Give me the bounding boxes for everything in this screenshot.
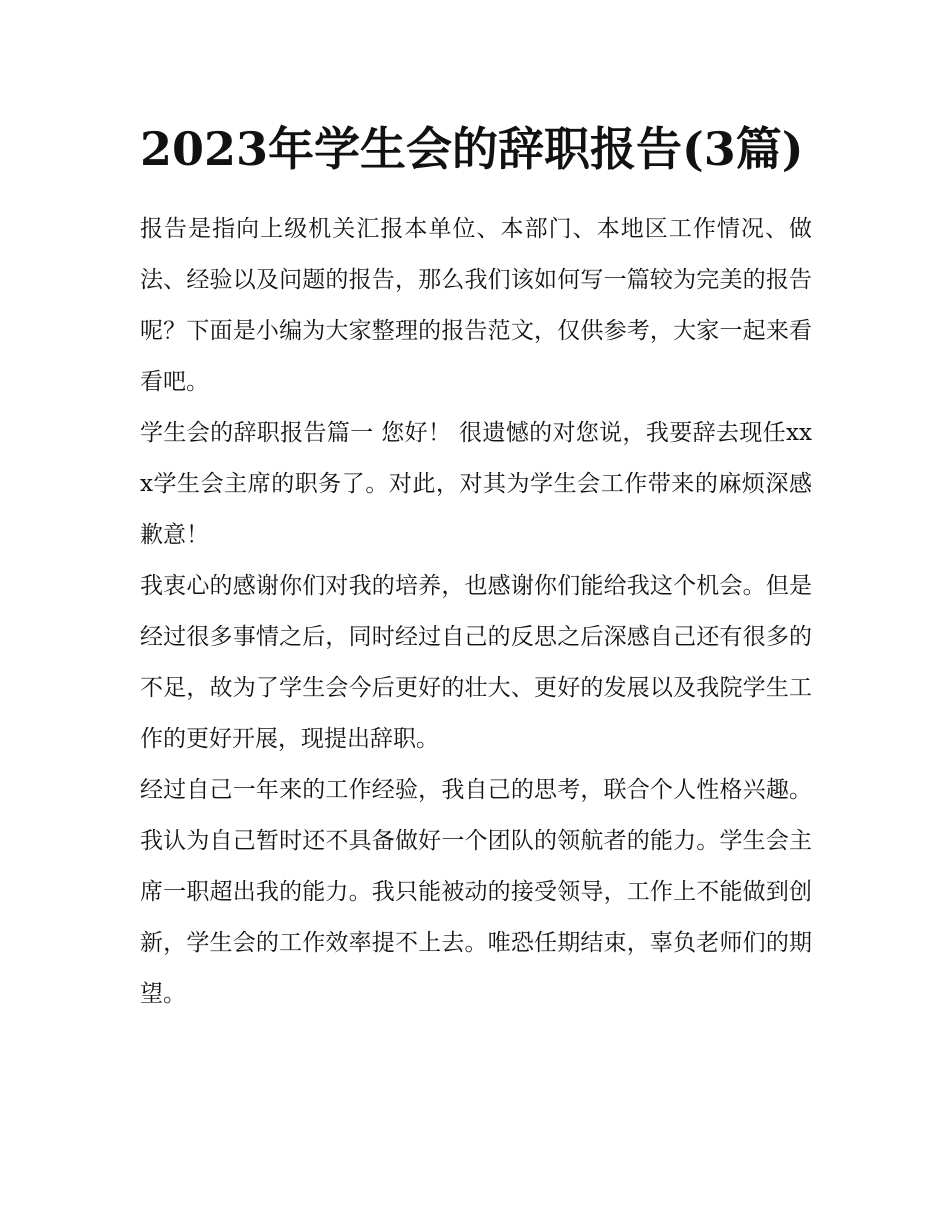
paragraph-gratitude: 我衷心的感谢你们对我的培养，也感谢你们能给我这个机会。但是经过很多事情之后，同时经过自己的反思之后深感自己还有很多的不足，故为了学生会今后更好的壮大、更好的发展以及我院学生工作的更好开展，现提出辞职。	[140, 573, 812, 752]
document-title: 2023年学生会的辞职报告(3篇)	[140, 122, 804, 176]
document-page	[140, 112, 812, 1020]
paragraph-reasons: 经过自己一年来的工作经验，我自己的思考，联合个人性格兴趣。我认为自己暂时还不具备做好一个团队的领航者的能力。学生会主席一职超出我的能力。我只能被动的接受领导，工作上不能做到创新，学生会的工作效率提不上去。唯恐任期结束，辜负老师们的期望。	[140, 777, 812, 1007]
paragraph-resignation-opening: 学生会的辞职报告篇一 您好！ 很遗憾的对您说，我要辞去现任xxx学生会主席的职务了。对此，对其为学生会工作带来的麻烦深感歉意！	[140, 420, 812, 548]
paragraph-intro: 报告是指向上级机关汇报本单位、本部门、本地区工作情况、做法、经验以及问题的报告，那么我们该如何写一篇较为完美的报告呢？下面是小编为大家整理的报告范文，仅供参考，大家一起来看看吧。	[140, 216, 812, 395]
